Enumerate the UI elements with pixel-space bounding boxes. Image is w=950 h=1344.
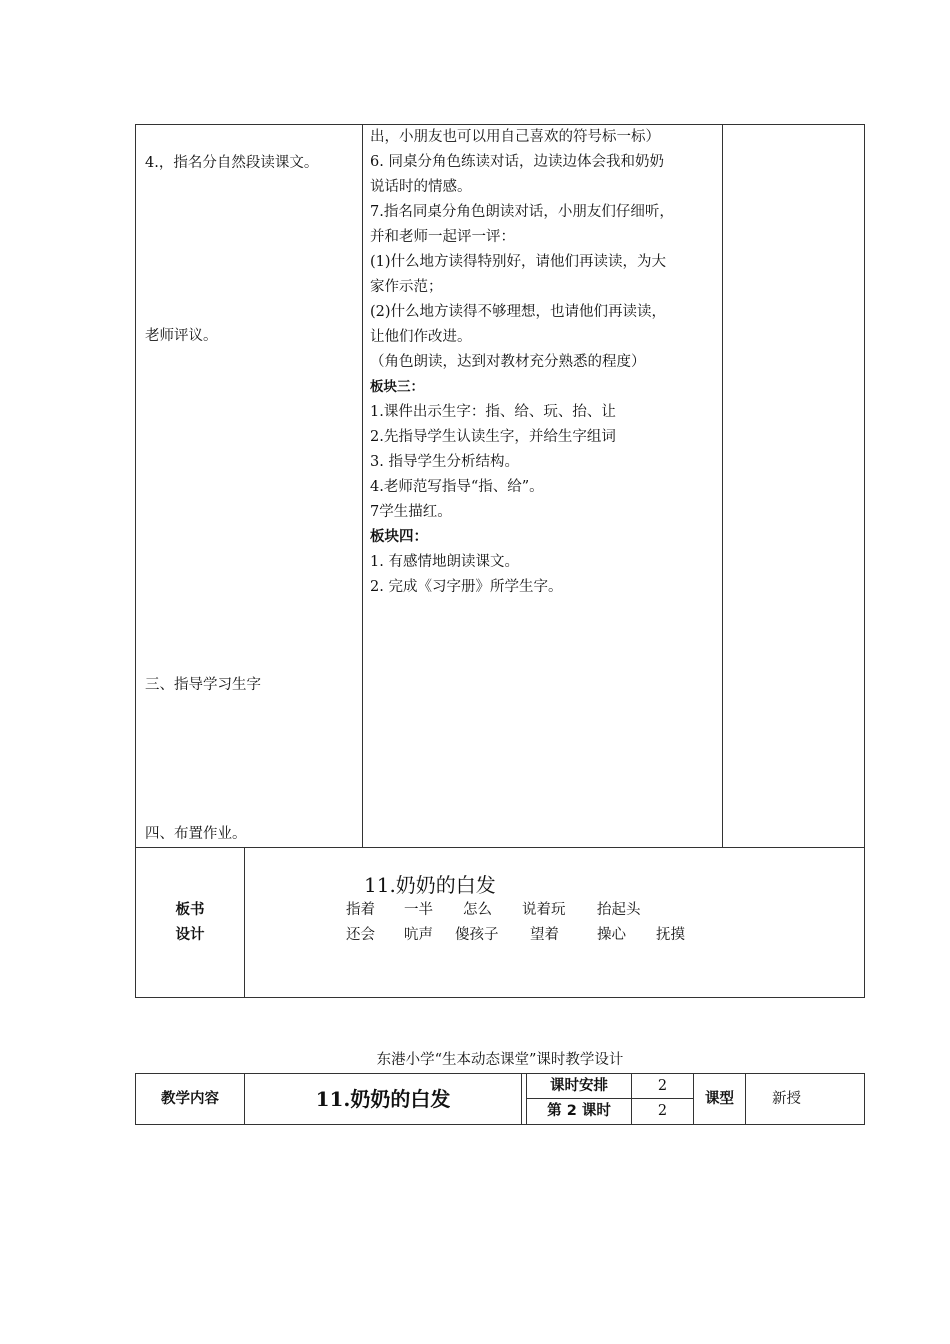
upper-table-left-border xyxy=(135,124,136,998)
board-word: 还会 xyxy=(346,927,375,943)
activity-line: 说话时的情感。 xyxy=(370,179,472,195)
activity-line: 1. 有感情地朗读课文。 xyxy=(370,554,519,570)
activity-line: 家作示范； xyxy=(370,279,443,295)
process-step-review: 老师评议。 xyxy=(145,328,218,344)
lower-table-divider xyxy=(745,1073,746,1125)
activity-line: 并和老师一起评一评： xyxy=(370,229,515,245)
activity-line: 6. 同桌分角色练读对话，边读边体会我和奶奶 xyxy=(370,154,664,170)
section-heading-4: 板块四： xyxy=(370,529,428,545)
activity-line: 1.课件出示生字：指、给、玩、抬、让 xyxy=(370,404,616,420)
board-design-label-2: 设计 xyxy=(175,927,205,943)
activity-line: 4.老师范写指导“指、给”。 xyxy=(370,479,544,495)
activity-line: （角色朗读，达到对教材充分熟悉的程度） xyxy=(370,354,646,370)
activity-line: 2.先指导学生认读生字，并给生字组词 xyxy=(370,429,616,445)
board-word: 抚摸 xyxy=(656,927,685,943)
type-value: 新授 xyxy=(772,1091,801,1107)
teaching-activities xyxy=(370,125,720,625)
activity-line: 出，小朋友也可以用自己喜欢的符号标一标） xyxy=(370,129,660,145)
schedule-value: 2 xyxy=(657,1078,668,1094)
type-label: 课型 xyxy=(705,1091,734,1107)
content-label: 教学内容 xyxy=(161,1091,219,1107)
upper-table-divider-1 xyxy=(362,124,363,848)
board-word: 吭声 xyxy=(404,927,433,943)
board-word: 指着 xyxy=(346,902,375,918)
upper-table-divider-2 xyxy=(722,124,723,848)
upper-table-right-border xyxy=(864,124,865,998)
lesson-title: 11.奶奶的白发 xyxy=(315,1087,451,1111)
period-value: 2 xyxy=(657,1103,668,1119)
lower-table-right-border xyxy=(864,1073,865,1125)
period-label: 第 2 课时 xyxy=(547,1103,611,1119)
process-step-homework: 四、布置作业。 xyxy=(145,826,247,842)
lower-table-divider xyxy=(521,1073,522,1125)
board-word: 一半 xyxy=(404,902,433,918)
activity-line: (1)什么地方读得特别好，请他们再读读，为大 xyxy=(370,254,667,270)
board-design-label-1: 板书 xyxy=(175,902,205,918)
activity-line: 2. 完成《习字册》所学生字。 xyxy=(370,579,563,595)
document-caption: 东港小学“生本动态课堂”课时教学设计 xyxy=(376,1052,624,1068)
board-design-title: 11.奶奶的白发 xyxy=(364,873,496,897)
activity-line: 7学生描红。 xyxy=(370,504,452,520)
activity-line: 让他们作改进。 xyxy=(370,329,472,345)
board-word: 操心 xyxy=(597,927,626,943)
activity-line: 7.指名同桌分角色朗读对话，小朋友们仔细听， xyxy=(370,204,674,220)
board-label-divider xyxy=(244,847,245,998)
process-step-reading: 4.，指名分自然段读课文。 xyxy=(145,155,319,171)
board-word: 说着玩 xyxy=(522,902,566,918)
board-word: 望着 xyxy=(530,927,559,943)
process-step-characters: 三、指导学习生字 xyxy=(145,677,261,693)
activity-line: (2)什么地方读得不够理想，也请他们再读读， xyxy=(370,304,667,320)
board-word: 傻孩子 xyxy=(455,927,499,943)
activity-line: 3. 指导学生分析结构。 xyxy=(370,454,519,470)
board-word: 怎么 xyxy=(463,902,492,918)
board-word: 抬起头 xyxy=(597,902,641,918)
schedule-label: 课时安排 xyxy=(550,1078,608,1094)
section-heading-3: 板块三： xyxy=(370,379,424,395)
